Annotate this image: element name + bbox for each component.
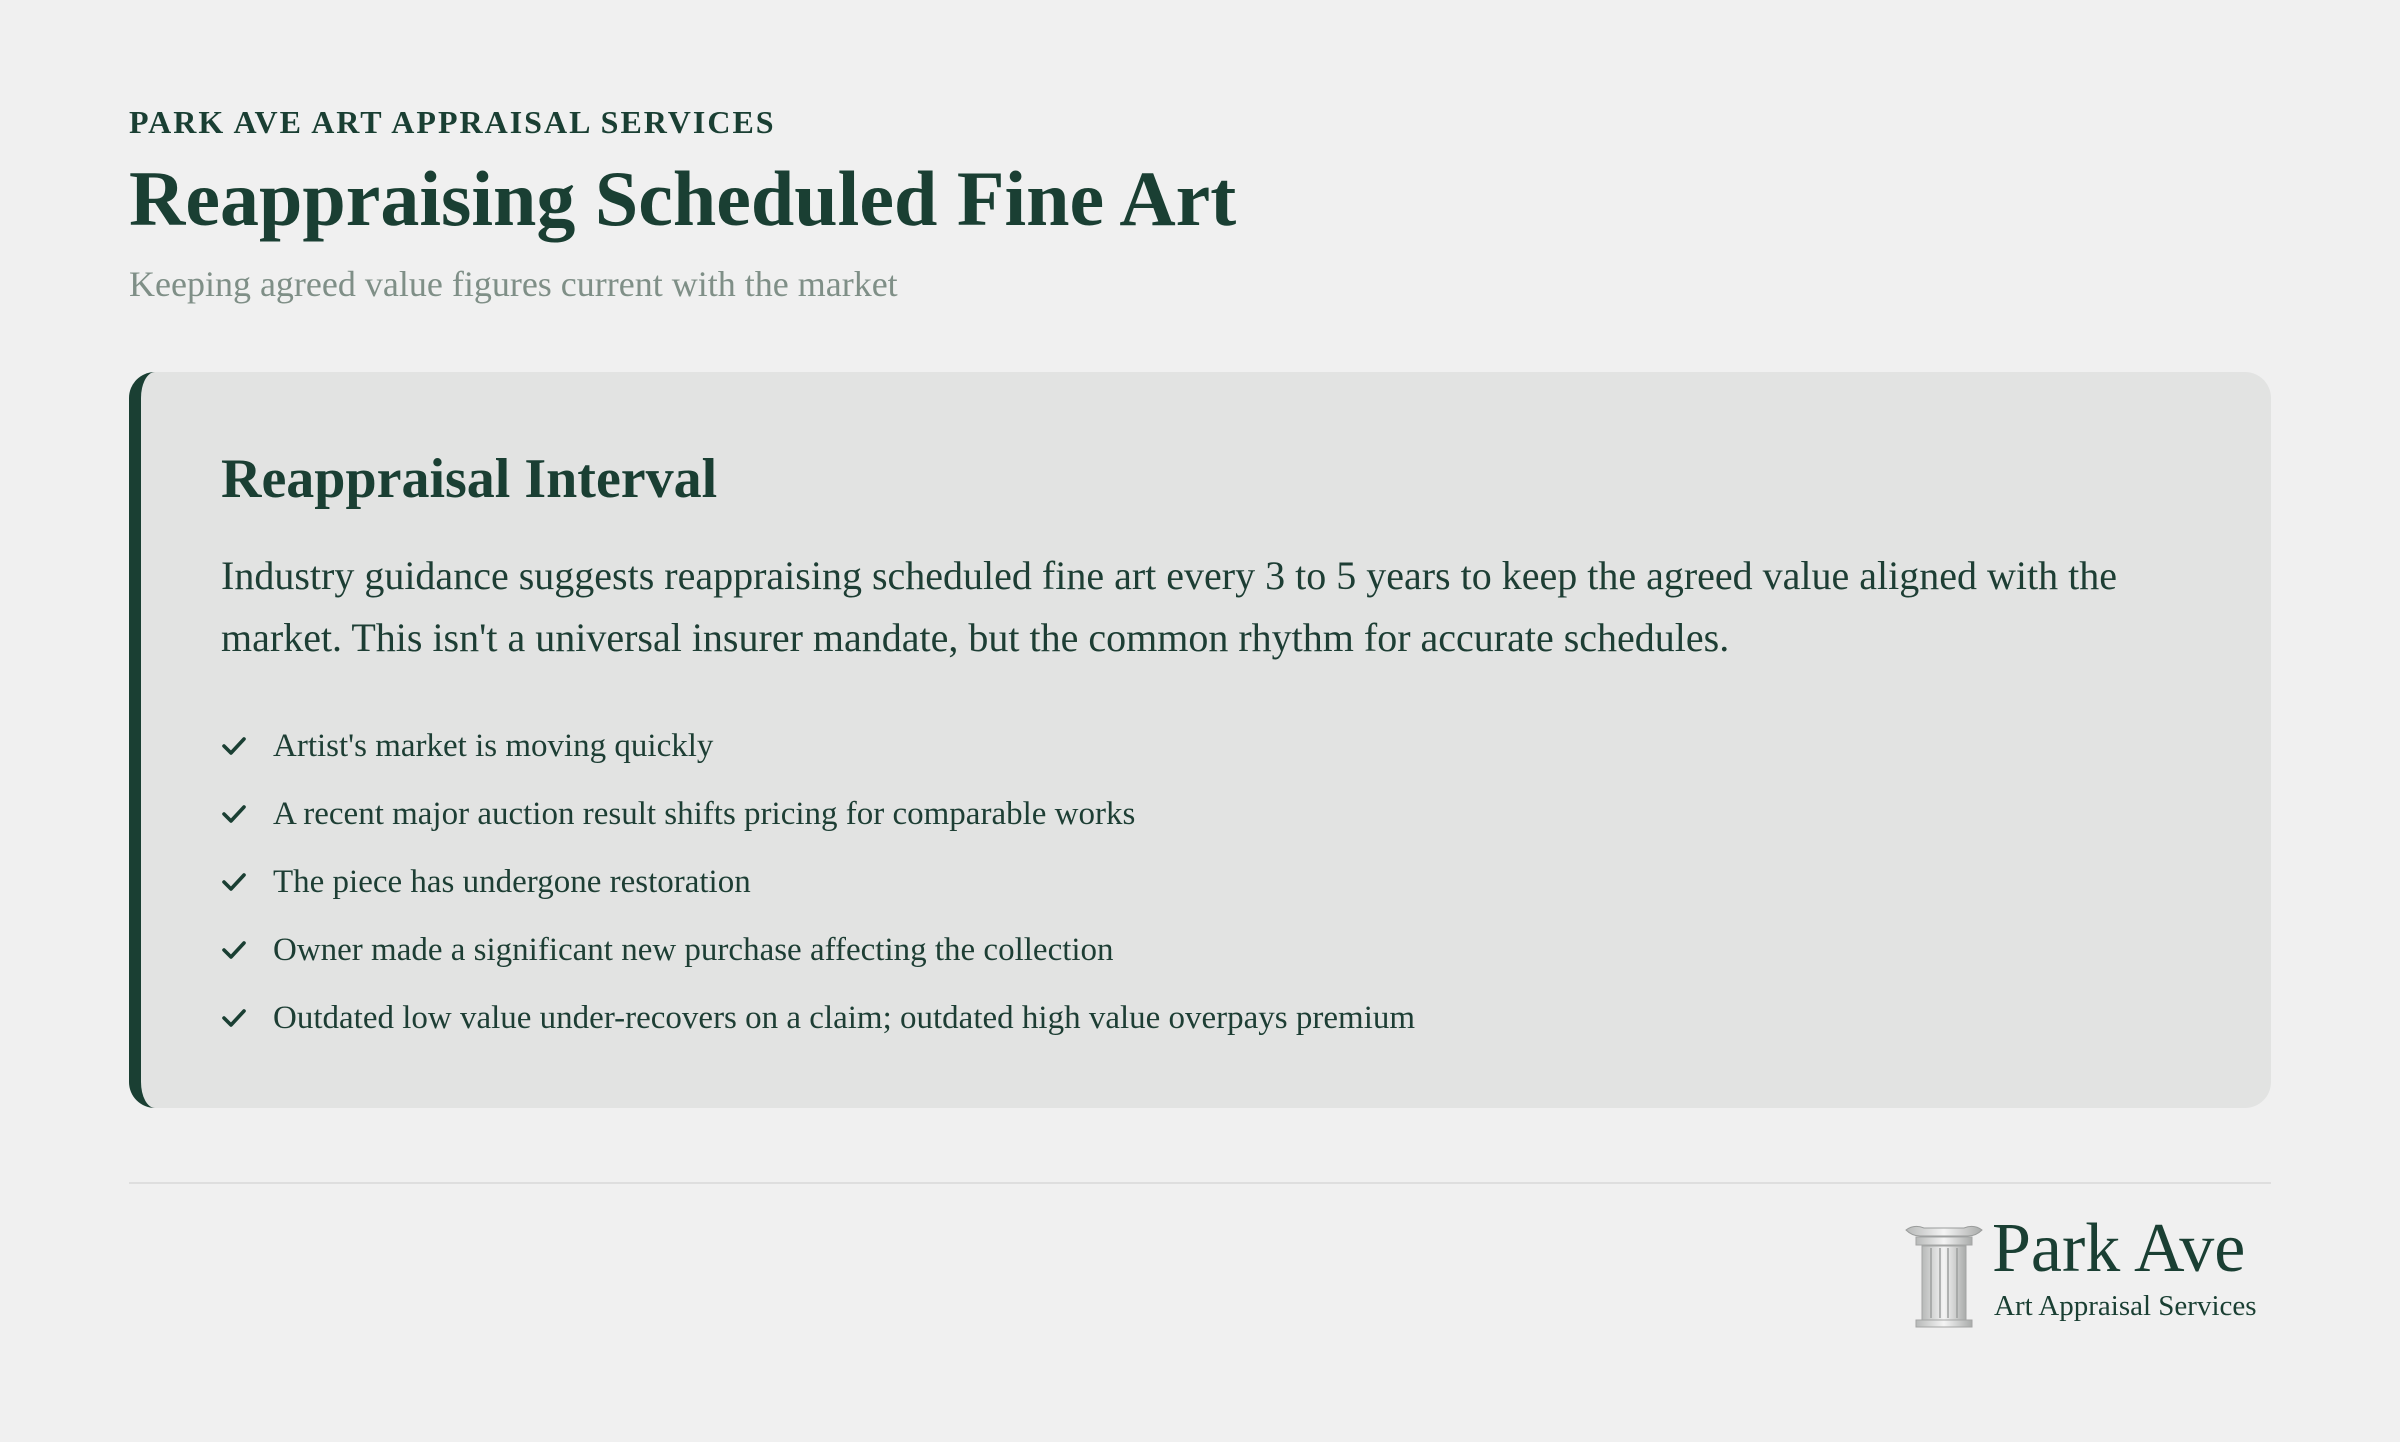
checklist-item	[221, 984, 1415, 1052]
logo-name: Park Ave	[1992, 1210, 2246, 1287]
check-icon	[221, 797, 273, 831]
check-icon	[221, 1001, 273, 1035]
checklist	[221, 712, 1415, 1052]
checklist-item	[221, 712, 1415, 780]
page-subtitle: Keeping agreed value figures current with the market	[129, 264, 898, 304]
page-title: Reappraising Scheduled Fine Art	[129, 155, 1237, 242]
checklist-item-label: Outdated low value under-recovers on a claim; outdated high value overpays premium	[273, 999, 1416, 1036]
checklist-item-label: Owner made a significant new purchase affecting the collection	[273, 931, 1114, 968]
reappraisal-interval-card	[129, 372, 2271, 1108]
footer-divider	[129, 1182, 2271, 1184]
check-icon	[221, 865, 273, 899]
check-icon	[221, 729, 273, 763]
checklist-item-label: A recent major auction result shifts pricing for comparable works	[273, 795, 1136, 832]
card-body-text: Industry guidance suggests reappraising scheduled fine art every 3 to 5 years to keep the agreed value aligned with the market. This isn't a universal insurer mandate, but the common rhythm for accurate schedules.	[221, 553, 2118, 660]
column-icon	[1904, 1224, 1984, 1328]
page	[129, 0, 2271, 1442]
checklist-item	[221, 916, 1415, 984]
check-icon	[221, 933, 273, 967]
checklist-item	[221, 780, 1415, 848]
company-logo	[1904, 1210, 2274, 1332]
checklist-item-label: Artist's market is moving quickly	[273, 727, 714, 764]
card-title: Reappraisal Interval	[221, 448, 718, 510]
checklist-item	[221, 848, 1415, 916]
brand-eyebrow: PARK AVE ART APPRAISAL SERVICES	[129, 104, 776, 140]
logo-tagline: Art Appraisal Services	[1994, 1290, 2257, 1322]
checklist-item-label: The piece has undergone restoration	[273, 863, 751, 900]
